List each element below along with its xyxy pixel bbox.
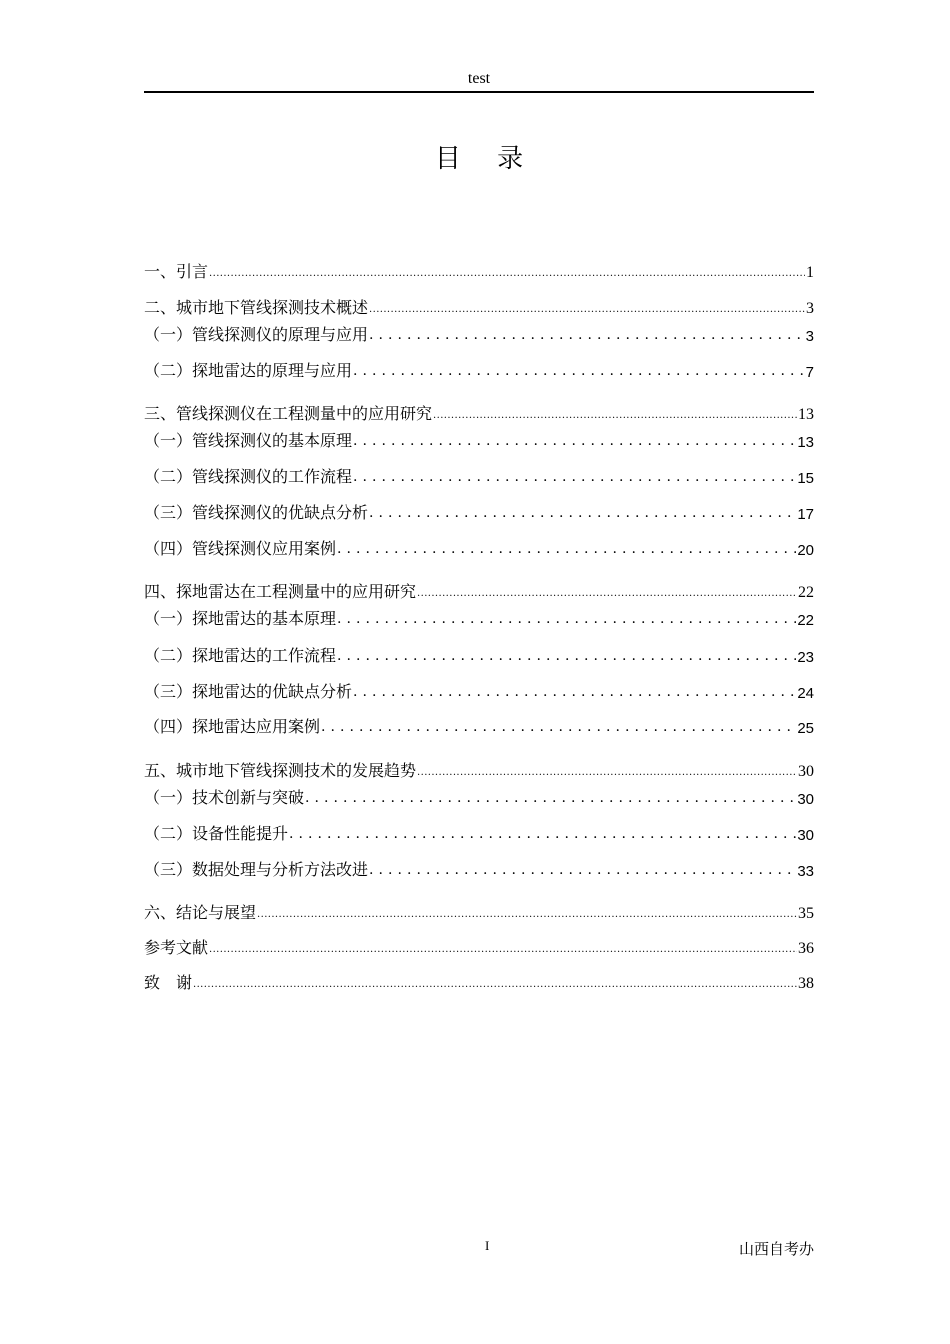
toc-entry-page: 24 bbox=[797, 685, 814, 702]
toc-entry-title: 城市地下管线探测技术概述 bbox=[176, 298, 369, 317]
toc-entry[interactable] bbox=[144, 605, 814, 629]
toc-entry[interactable] bbox=[144, 578, 814, 602]
toc-entry-title: 管线探测仪的原理与应用 bbox=[192, 325, 369, 344]
toc-entry-title: 探地雷达应用案例 bbox=[192, 717, 321, 736]
toc-entry-number: （一） bbox=[144, 788, 193, 807]
toc-dot-leader bbox=[337, 540, 796, 559]
toc-entry[interactable] bbox=[144, 499, 814, 523]
header-rule bbox=[144, 91, 814, 93]
toc-entry-title: 探地雷达的原理与应用 bbox=[192, 361, 353, 380]
toc-entry-page: 7 bbox=[805, 364, 814, 381]
toc-dot-leader bbox=[353, 468, 796, 487]
toc-entry-page: 13 bbox=[798, 406, 814, 423]
toc-entry-number: （四） bbox=[144, 539, 193, 558]
toc-entry[interactable] bbox=[144, 820, 814, 844]
toc-entry-page: 20 bbox=[797, 542, 814, 559]
toc-entry[interactable] bbox=[144, 427, 814, 451]
toc-entry-page: 30 bbox=[797, 791, 814, 808]
toc-entry-number: 六、 bbox=[144, 903, 177, 922]
toc-entry[interactable] bbox=[144, 678, 814, 702]
toc-entry[interactable] bbox=[144, 642, 814, 666]
toc-entry[interactable] bbox=[144, 294, 814, 318]
toc-title: 目 录 bbox=[434, 144, 538, 174]
toc-entry-page: 13 bbox=[797, 434, 814, 451]
toc-dot-leader bbox=[289, 825, 796, 844]
toc-entry[interactable] bbox=[144, 321, 814, 345]
toc-entry-title: 探地雷达在工程测量中的应用研究 bbox=[176, 582, 417, 601]
toc-entry-page: 3 bbox=[805, 328, 814, 345]
toc-entry-title: 城市地下管线探测技术的发展趋势 bbox=[176, 761, 417, 780]
toc-dot-leader bbox=[369, 861, 796, 880]
footer-organization: 山西自考办 bbox=[738, 1240, 814, 1258]
toc-entry[interactable] bbox=[144, 784, 814, 808]
toc-entry-title: 探地雷达的基本原理 bbox=[192, 609, 337, 628]
toc-entry-page: 1 bbox=[806, 264, 814, 281]
toc-entry-page: 23 bbox=[797, 649, 814, 666]
toc-entry-number: （二） bbox=[144, 824, 193, 843]
footer-page-number: I bbox=[485, 1238, 490, 1253]
toc-entry-title: 技术创新与突破 bbox=[192, 788, 305, 807]
toc-entry-title: 结论与展望 bbox=[176, 903, 257, 922]
toc-entry-number: （三） bbox=[144, 503, 193, 522]
toc-entry-title: 管线探测仪的优缺点分析 bbox=[192, 503, 369, 522]
toc-entry-title: 设备性能提升 bbox=[192, 824, 289, 843]
toc-dot-leader bbox=[433, 405, 797, 424]
toc-entry-number: （二） bbox=[144, 361, 193, 380]
toc-dot-leader bbox=[305, 789, 796, 808]
toc-entry-number: 二、 bbox=[144, 298, 177, 317]
toc-entry-title: 管线探测仪在工程测量中的应用研究 bbox=[176, 404, 433, 423]
toc-entry-title: 引言 bbox=[176, 262, 209, 281]
toc-entry[interactable] bbox=[144, 969, 814, 993]
toc-entry-page: 30 bbox=[797, 827, 814, 844]
toc-entry-title: 探地雷达的工作流程 bbox=[192, 646, 337, 665]
toc-entry-number: （一） bbox=[144, 431, 193, 450]
toc-dot-leader bbox=[209, 263, 805, 282]
toc-entry-title: 管线探测仪应用案例 bbox=[192, 539, 337, 558]
toc-dot-leader bbox=[321, 718, 796, 737]
toc-dot-leader bbox=[193, 974, 797, 993]
toc-entry[interactable] bbox=[144, 899, 814, 923]
toc-entry-number: （一） bbox=[144, 609, 193, 628]
toc-entry[interactable] bbox=[144, 713, 814, 737]
toc-entry-page: 38 bbox=[798, 975, 814, 992]
toc-entry-number: 五、 bbox=[144, 761, 177, 780]
toc-entry-page: 17 bbox=[797, 506, 814, 523]
toc-entry-number: 一、 bbox=[144, 262, 177, 281]
toc-entry-number: （三） bbox=[144, 860, 193, 879]
toc-entry-number: （二） bbox=[144, 646, 193, 665]
toc-entry-page: 15 bbox=[797, 470, 814, 487]
toc-entry-page: 25 bbox=[797, 720, 814, 737]
toc-dot-leader bbox=[209, 939, 797, 958]
toc-dot-leader bbox=[353, 432, 796, 451]
toc-entry-page: 36 bbox=[798, 940, 814, 957]
toc-dot-leader bbox=[369, 504, 796, 523]
toc-entry[interactable] bbox=[144, 463, 814, 487]
toc-entry-page: 3 bbox=[806, 300, 814, 317]
toc-entry-number: 四、 bbox=[144, 582, 177, 601]
toc-entry-number: （一） bbox=[144, 325, 193, 344]
toc-dot-leader bbox=[337, 647, 796, 666]
toc-entry-number: （二） bbox=[144, 467, 193, 486]
toc-entry[interactable] bbox=[144, 535, 814, 559]
toc-entry-page: 30 bbox=[798, 763, 814, 780]
toc-entry[interactable] bbox=[144, 357, 814, 381]
toc-dot-leader bbox=[417, 583, 797, 602]
toc-entry-title: 探地雷达的优缺点分析 bbox=[192, 682, 353, 701]
toc-entry-page: 35 bbox=[798, 905, 814, 922]
toc-entry-page: 22 bbox=[797, 612, 814, 629]
toc-entry-title: 管线探测仪的工作流程 bbox=[192, 467, 353, 486]
toc-dot-leader bbox=[353, 683, 796, 702]
toc-entry-number: 三、 bbox=[144, 404, 177, 423]
toc-dot-leader bbox=[337, 610, 796, 629]
toc-entry-number: （三） bbox=[144, 682, 193, 701]
toc-dot-leader bbox=[369, 299, 805, 318]
toc-dot-leader bbox=[369, 326, 805, 345]
toc-entry[interactable] bbox=[144, 258, 814, 282]
toc-entry[interactable] bbox=[144, 400, 814, 424]
toc-entry[interactable] bbox=[144, 757, 814, 781]
toc-entry-page: 33 bbox=[797, 863, 814, 880]
toc-entry-title: 致 谢 bbox=[144, 973, 193, 992]
toc-entry-page: 22 bbox=[798, 584, 814, 601]
page-header: test bbox=[467, 70, 491, 87]
toc-dot-leader bbox=[257, 904, 797, 923]
toc-entry-title: 参考文献 bbox=[144, 938, 209, 957]
toc-entry-number: （四） bbox=[144, 717, 193, 736]
toc-dot-leader bbox=[353, 362, 805, 381]
toc-dot-leader bbox=[417, 762, 797, 781]
toc-entry[interactable] bbox=[144, 856, 814, 880]
toc-entry[interactable] bbox=[144, 934, 814, 958]
toc-entry-title: 管线探测仪的基本原理 bbox=[192, 431, 353, 450]
toc-entry-title: 数据处理与分析方法改进 bbox=[192, 860, 369, 879]
